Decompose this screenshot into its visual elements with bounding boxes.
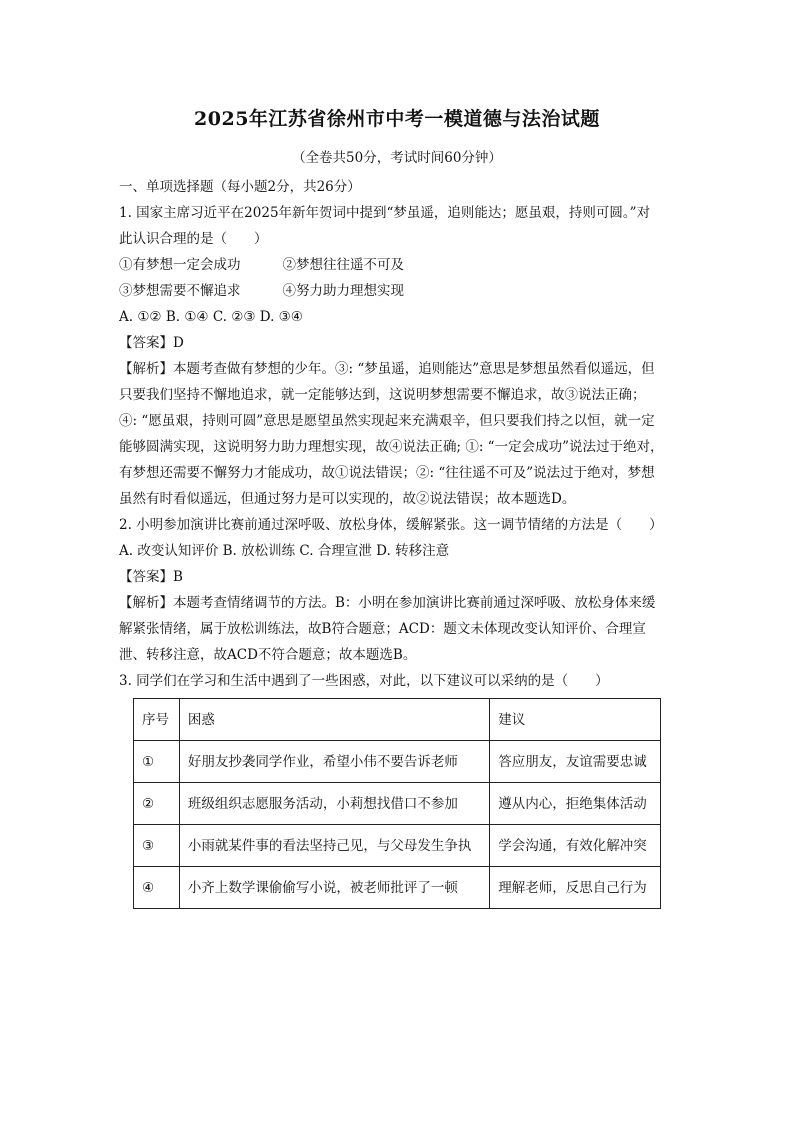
- table-cell: ②: [134, 783, 180, 825]
- table-header-row: [134, 699, 661, 741]
- question-2-answer: 【答案】B: [119, 569, 183, 585]
- question-1-choices: A. ①② B. ①④ C. ②③ D. ③④: [119, 309, 303, 325]
- table-cell: ③: [134, 825, 180, 867]
- section-heading: 一、单项选择题（每小题2分，共26分）: [119, 179, 361, 195]
- table-cell: 班级组织志愿服务活动，小莉想找借口不参加: [179, 783, 489, 825]
- table-cell: 学会沟通，有效化解冲突: [490, 825, 661, 867]
- question-1-answer: 【答案】D: [119, 335, 184, 351]
- table-row: [134, 741, 661, 783]
- table-cell: 小齐上数学课偷偷写小说，被老师批评了一顿: [179, 867, 489, 909]
- question-1-analysis-line: 只要我们坚持不懈地追求，就一定能够达到，这说明梦想需要不懈追求，故③说法正确；: [119, 387, 646, 403]
- exam-instructions: （全卷共50分，考试时间60分钟）: [292, 150, 502, 166]
- question-2-analysis-line: 解紧张情绪，属于放松训练法，故B符合题意；ACD：题文未体现改变认知评价、合理宣: [119, 621, 646, 637]
- question-1-analysis-line: 【解析】本题考查做有梦想的少年。③: “梦虽遥，追则能达”意思是梦想虽然看似遥远，但: [119, 361, 655, 377]
- table-header-cell: 困惑: [179, 699, 489, 741]
- statement-3: ③梦想需要不懈追求: [119, 283, 241, 299]
- table-cell: 遵从内心，拒绝集体活动: [490, 783, 661, 825]
- table-cell: ④: [134, 867, 180, 909]
- table-cell: 好朋友抄袭同学作业，希望小伟不要告诉老师: [179, 741, 489, 783]
- table-row: [134, 783, 661, 825]
- table-cell: ①: [134, 741, 180, 783]
- question-1-stem-line-1: 1. 国家主席习近平在2025年新年贺词中提到“梦虽遥，追则能达；愿虽艰，持则可圆。”对: [119, 205, 651, 221]
- table-cell: 理解老师，反思自己行为: [490, 867, 661, 909]
- statement-2: ②梦想往往遥不可及: [282, 257, 404, 273]
- question-1-analysis-line: 能够圆满实现，这说明努力助力理想实现，故④说法正确; ①: “一定会成功”说法过于绝对，: [119, 439, 664, 455]
- page-title: 2025年江苏省徐州市中考一模道德与法治试题: [194, 108, 600, 130]
- exam-content: [119, 174, 679, 909]
- question-1-statements-row-2: [119, 278, 679, 304]
- table-row: [134, 867, 661, 909]
- statement-1: ①有梦想一定会成功: [119, 257, 241, 273]
- question-3-table: [133, 698, 661, 909]
- table-row: [134, 825, 661, 867]
- question-1-analysis-line: ④: “愿虽艰，持则可圆”意思是愿望虽然实现起来充满艰辛，但只要我们持之以恒，就一定: [119, 413, 655, 429]
- question-2-analysis-line: 【解析】本题考查情绪调节的方法。B：小明在参加演讲比赛前通过深呼吸、放松身体来缓: [119, 595, 656, 611]
- question-2-analysis-line: 泄、转移注意，故ACD不符合题意；故本题选B。: [119, 647, 417, 663]
- question-1-statements-row-1: [119, 252, 679, 278]
- table-header-cell: 建议: [490, 699, 661, 741]
- question-3-stem: 3. 同学们在学习和生活中遇到了一些困惑，对此，以下建议可以采纳的是（ ）: [119, 673, 609, 689]
- statement-4: ④努力助力理想实现: [282, 283, 404, 299]
- question-1-stem-line-2: 此认识合理的是（ ）: [119, 231, 268, 247]
- table-header-cell: 序号: [134, 699, 180, 741]
- question-1-analysis-line: 有梦想还需要不懈努力才能成功，故①说法错误；②: “往往遥不可及”说法过于绝对，梦想: [119, 465, 655, 481]
- table-cell: 答应朋友，友谊需要忠诚: [490, 741, 661, 783]
- question-1-analysis-line: 虽然有时看似遥远，但通过努力是可以实现的，故②说法错误；故本题选D。: [119, 491, 576, 507]
- question-2-stem: 2. 小明参加演讲比赛前通过深呼吸、放松身体，缓解紧张。这一调节情绪的方法是（ ）: [119, 517, 663, 533]
- table-cell: 小雨就某件事的看法坚持己见，与父母发生争执: [179, 825, 489, 867]
- question-2-choices: A. 改变认知评价 B. 放松训练 C. 合理宣泄 D. 转移注意: [119, 543, 450, 559]
